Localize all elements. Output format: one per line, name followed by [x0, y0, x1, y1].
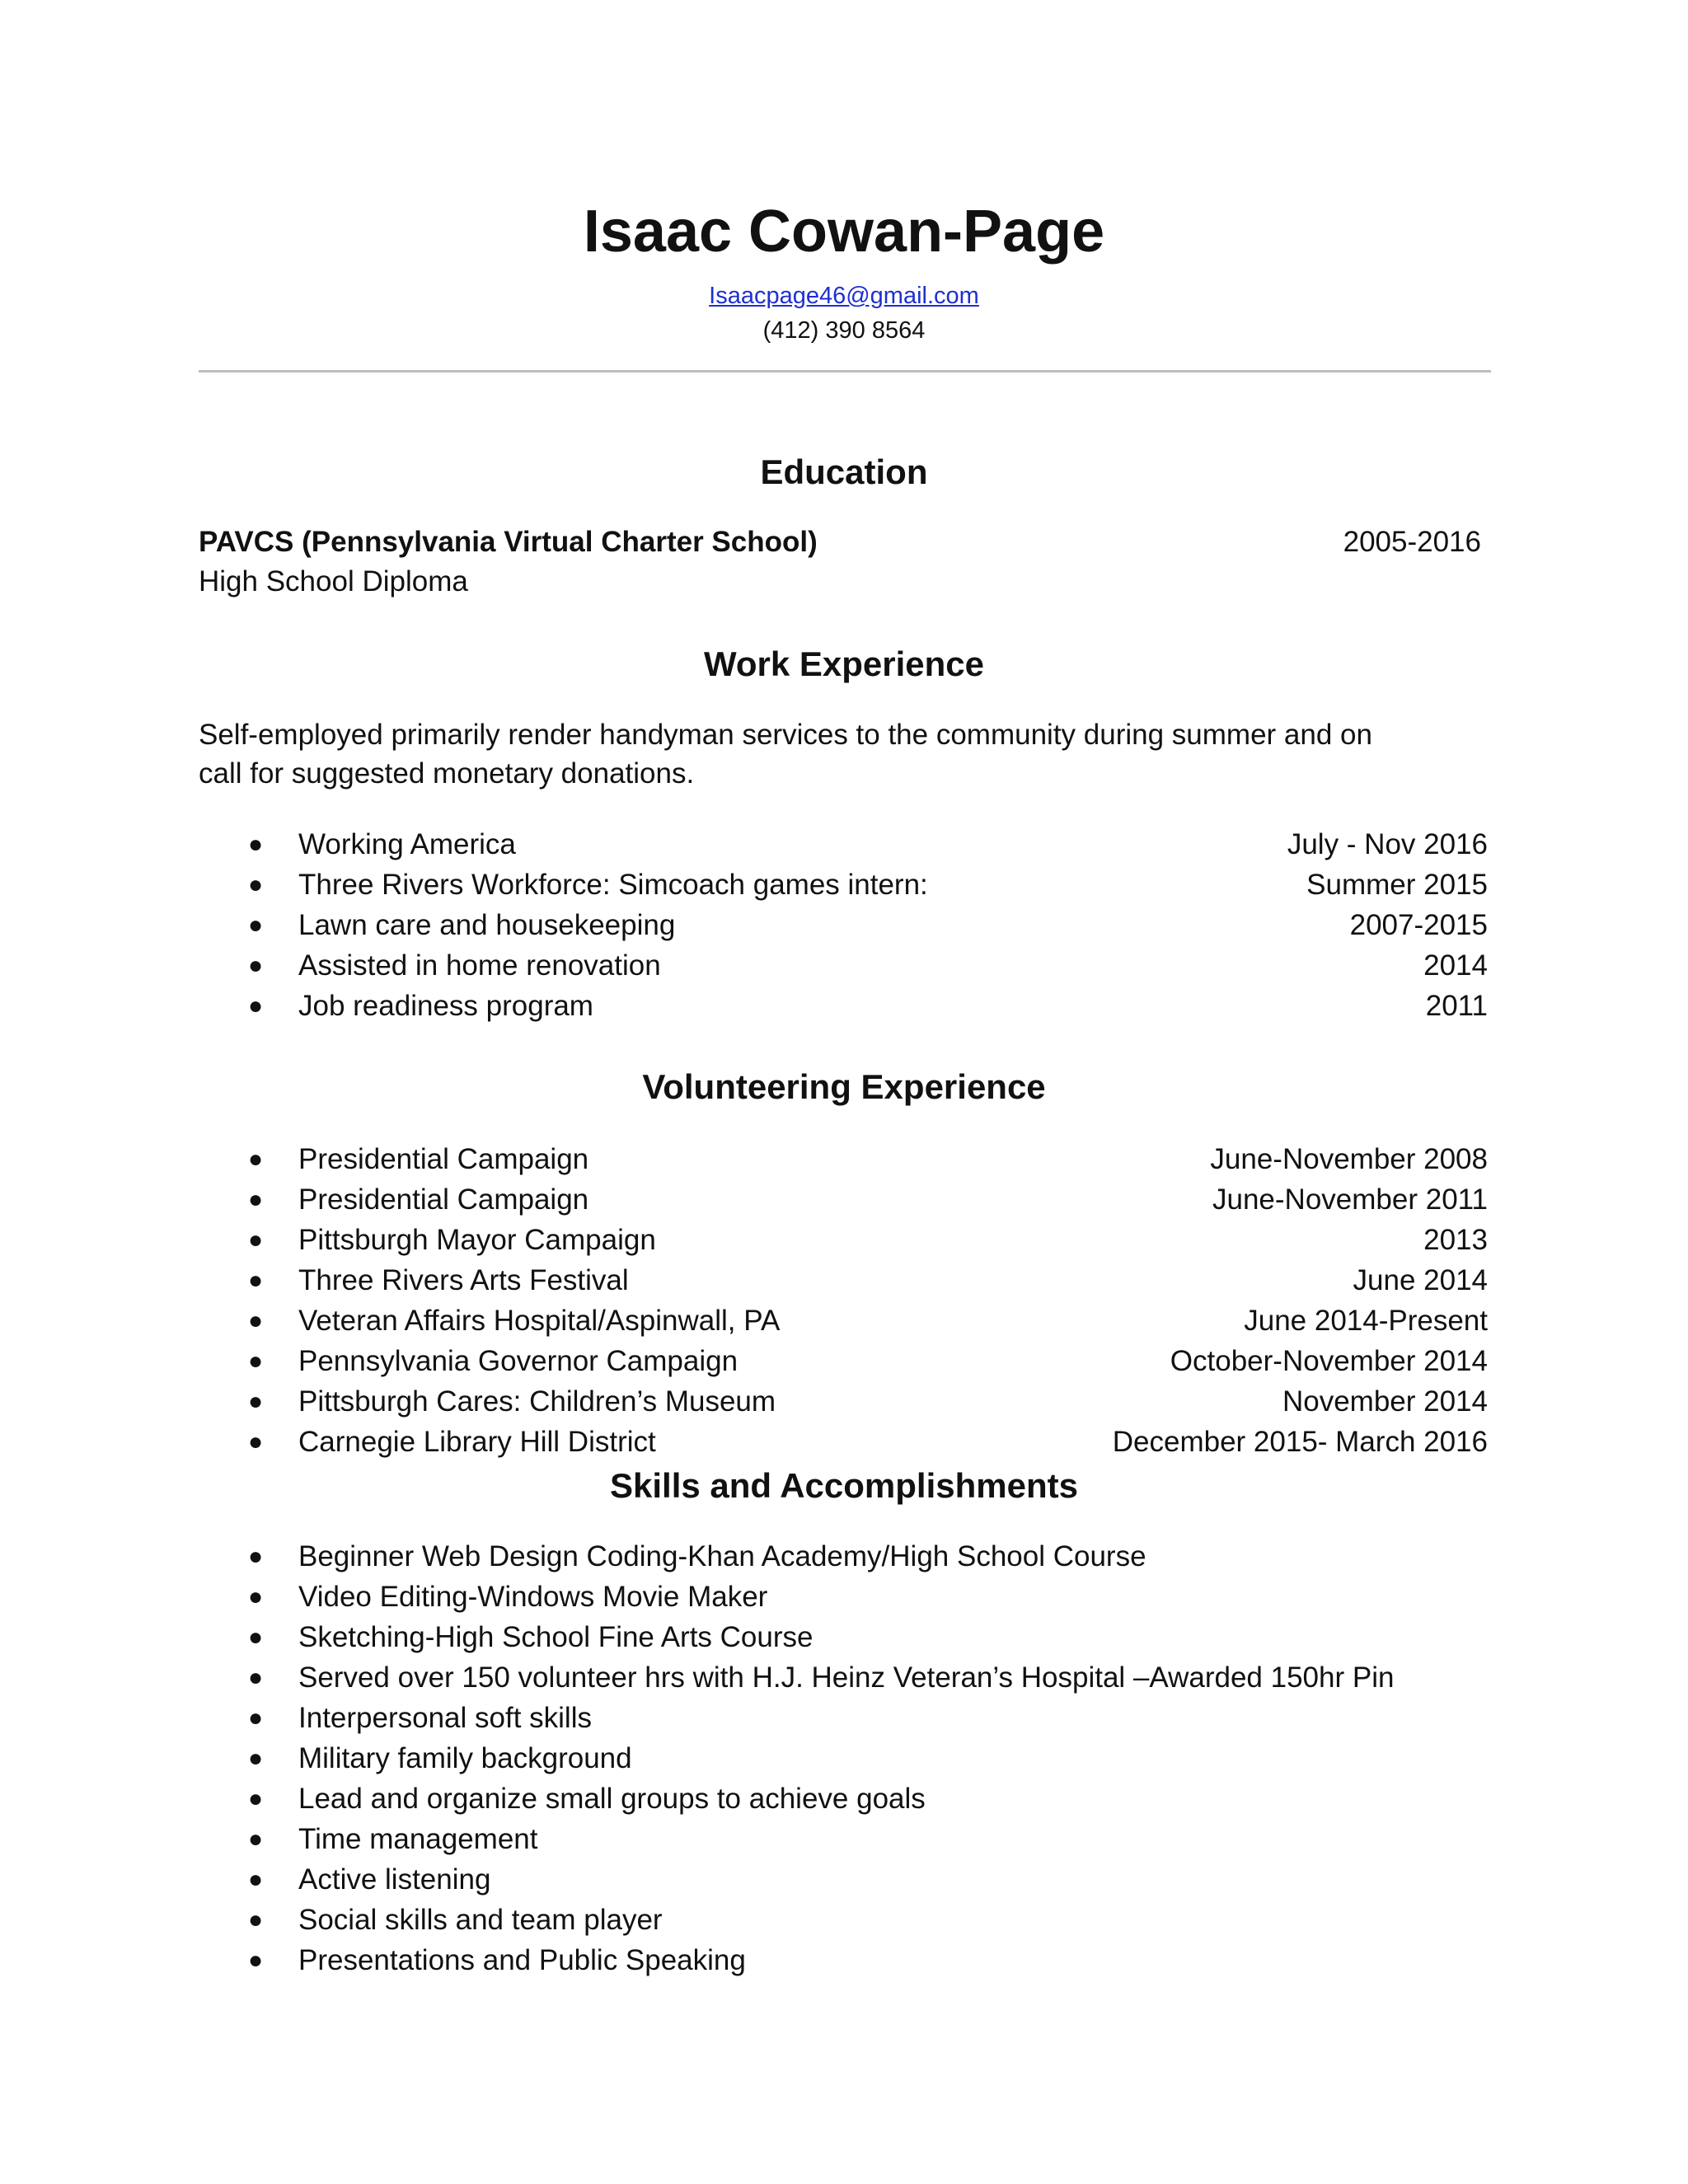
bullet-icon: ● [247, 1785, 264, 1812]
skills-list-item [0, 1859, 1688, 1900]
volunteering-item-date: November 2014 [1282, 1385, 1488, 1418]
bullet-icon: ● [247, 831, 264, 858]
work-item-text: Working America [298, 828, 516, 860]
work-item-text: Lawn care and housekeeping [298, 909, 676, 941]
skills-list-item [0, 1577, 1688, 1617]
work-heading: Work Experience [703, 644, 985, 683]
bullet-icon: ● [247, 952, 264, 979]
skills-list [0, 1536, 1688, 1980]
skills-item-text: Beginner Web Design Coding-Khan Academy/High School Course [298, 1540, 1146, 1572]
volunteering-item-text: Pittsburgh Mayor Campaign [298, 1224, 656, 1256]
volunteering-list-item [0, 1220, 1688, 1260]
skills-item-text: Active listening [298, 1863, 491, 1896]
skills-list-item [0, 1738, 1688, 1779]
skills-list-item [0, 1819, 1688, 1859]
work-list-item [0, 945, 1688, 986]
volunteering-item-text: Presidential Campaign [298, 1143, 589, 1175]
skills-item-text: Sketching-High School Fine Arts Course [298, 1621, 814, 1653]
bullet-icon: ● [247, 1825, 264, 1853]
volunteering-item-date: 2013 [1423, 1224, 1488, 1256]
work-list [0, 824, 1688, 1026]
school-name: PAVCS (Pennsylvania Virtual Charter School) [199, 526, 818, 558]
volunteering-item-text: Pittsburgh Cares: Children’s Museum [298, 1385, 776, 1418]
skills-item-text: Time management [298, 1823, 538, 1855]
work-item-date: 2007-2015 [1349, 909, 1488, 941]
work-item-date: July - Nov 2016 [1287, 828, 1488, 860]
work-list-item [0, 865, 1688, 905]
work-summary-line-1: Self-employed primarily render handyman services to the community during summer and on [199, 719, 1372, 751]
volunteering-list-item [0, 1139, 1688, 1179]
volunteering-item-date: October-November 2014 [1170, 1345, 1488, 1377]
bullet-icon: ● [247, 1947, 264, 1974]
skills-list-item [0, 1617, 1688, 1657]
volunteering-list-item [0, 1341, 1688, 1381]
work-list-item [0, 905, 1688, 945]
header-divider [199, 370, 1491, 373]
skills-item-text: Presentations and Public Speaking [298, 1944, 746, 1976]
skills-item-text: Social skills and team player [298, 1904, 663, 1936]
bullet-icon: ● [247, 1347, 264, 1375]
bullet-icon: ● [247, 1226, 264, 1254]
volunteering-list [0, 1139, 1688, 1462]
bullet-icon: ● [247, 1543, 264, 1570]
skills-item-text: Interpersonal soft skills [298, 1702, 592, 1734]
email-line [0, 281, 1688, 311]
skills-item-text: Lead and organize small groups to achieve goals [298, 1783, 926, 1815]
work-item-date: 2011 [1425, 990, 1488, 1022]
email-link[interactable]: Isaacpage46@gmail.com [709, 283, 979, 309]
bullet-icon: ● [247, 912, 264, 939]
skills-item-text: Served over 150 volunteer hrs with H.J. Heinz Veteran’s Hospital –Awarded 150hr Pin [298, 1661, 1395, 1694]
education-heading: Education [760, 452, 928, 491]
bullet-icon: ● [247, 1267, 264, 1294]
volunteering-item-date: June-November 2008 [1210, 1143, 1488, 1175]
volunteering-list-item [0, 1179, 1688, 1220]
bullet-icon: ● [247, 1906, 264, 1933]
bullet-icon: ● [247, 1866, 264, 1893]
skills-list-item [0, 1657, 1688, 1698]
bullet-icon: ● [247, 1428, 264, 1455]
skills-item-text: Video Editing-Windows Movie Maker [298, 1581, 768, 1613]
work-item-text: Assisted in home renovation [298, 949, 661, 982]
volunteering-item-date: June-November 2011 [1212, 1183, 1488, 1216]
bullet-icon: ● [247, 1704, 264, 1732]
volunteering-item-date: June 2014 [1353, 1264, 1488, 1296]
skills-list-item [0, 1779, 1688, 1819]
volunteering-heading: Volunteering Experience [642, 1067, 1046, 1106]
bullet-icon: ● [247, 1624, 264, 1651]
volunteering-item-text: Carnegie Library Hill District [298, 1426, 656, 1458]
bullet-icon: ● [247, 992, 264, 1019]
volunteering-item-date: June 2014-Present [1244, 1305, 1488, 1337]
bullet-icon: ● [247, 1186, 264, 1213]
volunteering-list-item [0, 1260, 1688, 1301]
volunteering-item-text: Three Rivers Arts Festival [298, 1264, 629, 1296]
skills-item-text: Military family background [298, 1742, 632, 1774]
work-item-text: Job readiness program [298, 990, 593, 1022]
volunteering-list-item [0, 1381, 1688, 1422]
bullet-icon: ● [247, 1583, 264, 1610]
skills-list-item [0, 1940, 1688, 1980]
bullet-icon: ● [247, 1664, 264, 1691]
work-item-text: Three Rivers Workforce: Simcoach games intern: [298, 869, 928, 901]
bullet-icon: ● [247, 871, 264, 898]
bullet-icon: ● [247, 1745, 264, 1772]
work-list-item [0, 824, 1688, 865]
bullet-icon: ● [247, 1388, 264, 1415]
phone-number: (412) 390 8564 [762, 317, 926, 344]
skills-list-item [0, 1698, 1688, 1738]
degree: High School Diploma [199, 565, 468, 598]
volunteering-item-text: Veteran Affairs Hospital/Aspinwall, PA [298, 1305, 781, 1337]
volunteering-list-item [0, 1301, 1688, 1341]
skills-heading: Skills and Accomplishments [610, 1466, 1078, 1505]
volunteering-item-text: Presidential Campaign [298, 1183, 589, 1216]
skills-list-item [0, 1900, 1688, 1940]
volunteering-list-item [0, 1422, 1688, 1462]
bullet-icon: ● [247, 1146, 264, 1173]
school-years: 2005-2016 [1343, 526, 1481, 558]
volunteering-item-text: Pennsylvania Governor Campaign [298, 1345, 738, 1377]
work-item-date: 2014 [1423, 949, 1488, 982]
work-summary-line-2: call for suggested monetary donations. [199, 757, 695, 790]
work-item-date: Summer 2015 [1306, 869, 1488, 901]
work-list-item [0, 986, 1688, 1026]
volunteering-item-date: December 2015- March 2016 [1112, 1426, 1488, 1458]
bullet-icon: ● [247, 1307, 264, 1334]
skills-list-item [0, 1536, 1688, 1577]
candidate-name: Isaac Cowan-Page [583, 199, 1105, 265]
